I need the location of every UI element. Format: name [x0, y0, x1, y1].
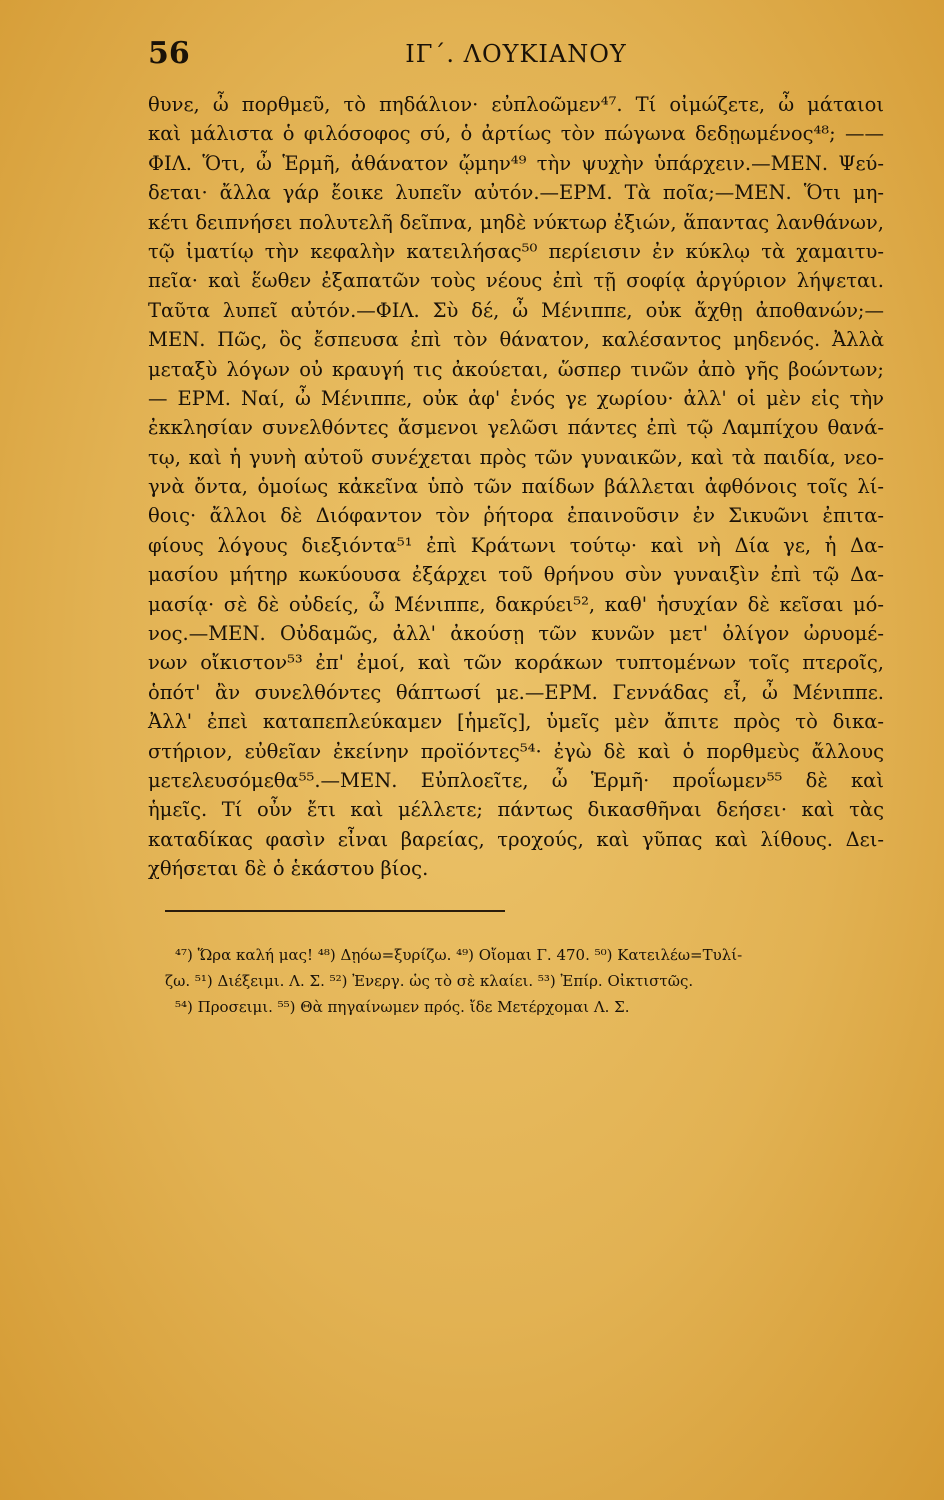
footnote-line: ⁴⁷) Ὥρα καλή μας! ⁴⁸) Δῃόω=ξυρίζω. ⁴⁹) Οἴομαι Γ. 470. ⁵⁰) Κατειλέω=Τυλί- — [175, 946, 743, 964]
text-line: τῳ, καὶ ἡ γυνὴ αὐτοῦ συνέχεται πρὸς τῶν γυναικῶν, καὶ τὰ παιδία, νεο- — [148, 445, 884, 469]
text-line: τῷ ἱματίῳ τὴν κεφαλὴν κατειλήσας⁵⁰ περίεισιν ἐν κύκλῳ τὰ χαμαιτυ- — [148, 239, 884, 263]
text-line: θοις· ἄλλοι δὲ Διόφαντον τὸν ῥήτορα ἐπαινοῦσιν ἐν Σικυῶνι ἐπιτα- — [148, 504, 884, 528]
text-line: θυνε, ὦ πορθμεῦ, τὸ πηδάλιον· εὐπλοῶμεν⁴⁷. Τί οἰμώζετε, ὦ μάταιοι — [148, 93, 884, 116]
text-line: γνὰ ὄντα, ὁμοίως κἀκεῖνα ὑπὸ τῶν παίδων βάλλεται ἀφθόνοις τοῖς λί- — [148, 475, 884, 499]
text-line: μετελευσόμεθα⁵⁵.—ΜΕΝ. Εὐπλοεῖτε, ὦ Ἑρμῆ· προΐωμεν⁵⁵ δὲ καὶ — [148, 768, 884, 792]
text-line: ἡμεῖς. Τί οὖν ἔτι καὶ μέλλετε; πάντως δικασθῆναι δεήσει· καὶ τὰς — [148, 798, 884, 822]
text-line: πεῖα· καὶ ἕωθεν ἐξαπατῶν τοὺς νέους ἐπὶ τῇ σοφίᾳ ἀργύριον λήψεται. — [148, 269, 884, 293]
text-line: νος.—ΜΕΝ. Οὐδαμῶς, ἀλλ' ἀκούσῃ τῶν κυνῶν μετ' ὀλίγον ὠρυομέ- — [148, 622, 884, 646]
text-line: μασίου μήτηρ κωκύουσα ἐξάρχει τοῦ θρήνου σὺν γυναιξὶν ἐπὶ τῷ Δα- — [148, 563, 884, 587]
footnote-line: ζω. ⁵¹) Διέξειμι. Λ. Σ. ⁵²) Ἐνεργ. ὡς τὸ σὲ κλαίει. ⁵³) Ἐπίρ. Οἰκτιστῶς. — [165, 972, 694, 990]
text-line: δεται· ἄλλα γάρ ἔοικε λυπεῖν αὐτόν.—ΕΡΜ. Τὰ ποῖα;—ΜΕΝ. Ὅτι μη- — [148, 181, 884, 205]
text-line: φίους λόγους διεξιόντα⁵¹ ἐπὶ Κράτωνι τούτῳ· καὶ νὴ Δία γε, ἡ Δα- — [148, 533, 884, 557]
text-line: ἐκκλησίαν συνελθόντες ἄσμενοι γελῶσι πάντες ἐπὶ τῷ Λαμπίχου θανά- — [148, 416, 884, 440]
text-line: νων οἴκιστον⁵³ ἐπ' ἐμοί, καὶ τῶν κοράκων τυπτομένων τοῖς πτεροῖς, — [148, 651, 884, 675]
text-line: καταδίκας φασὶν εἶναι βαρείας, τροχούς, καὶ γῦπας καὶ λίθους. Δει- — [148, 827, 884, 851]
text-line: χθήσεται δὲ ὁ ἑκάστου βίος. — [148, 857, 429, 881]
footnote-line: ⁵⁴) Προσειμι. ⁵⁵) Θὰ πηγαίνωμεν πρός. ἴδε Μετέρχομαι Λ. Σ. — [175, 998, 630, 1016]
text-line: Ταῦτα λυπεῖ αὐτόν.—ΦΙΛ. Σὺ δέ, ὦ Μένιππε, οὐκ ἄχθῃ ἀποθανών;— — [148, 298, 884, 322]
text-line: — ΕΡΜ. Ναί, ὦ Μένιππε, οὐκ ἀφ' ἑνός γε χωρίου· ἀλλ' οἱ μὲν εἰς τὴν — [148, 386, 884, 410]
text-line: ΦΙΛ. Ὅτι, ὦ Ἑρμῆ, ἀθάνατον ᾤμην⁴⁹ τὴν ψυχὴν ὑπάρχειν.—ΜΕΝ. Ψεύ- — [148, 151, 884, 175]
text-line: στήριον, εὐθεῖαν ἐκείνην προϊόντες⁵⁴· ἐγὼ δὲ καὶ ὁ πορθμεὺς ἄλλους — [148, 739, 884, 763]
text-line: μασίᾳ· σὲ δὲ οὐδείς, ὦ Μένιππε, δακρύει⁵², καθ' ἡσυχίαν δὲ κεῖσαι μό- — [148, 592, 884, 616]
text-line: κέτι δειπνήσει πολυτελῆ δεῖπνα, μηδὲ νύκτωρ ἐξιών, ἅπαντας λανθάνων, — [148, 210, 884, 234]
footnote-divider — [165, 910, 505, 912]
main-text — [148, 90, 884, 884]
page-header — [148, 36, 884, 76]
text-line: ὁπότ' ἂν συνελθόντες θάπτωσί με.—ΕΡΜ. Γεννάδας εἶ, ὦ Μένιππε. — [148, 680, 884, 704]
text-line: ΜΕΝ. Πῶς, ὃς ἔσπευσα ἐπὶ τὸν θάνατον, καλέσαντος μηδενός. Ἀλλὰ — [148, 328, 884, 352]
text-line: μεταξὺ λόγων οὐ κραυγή τις ἀκούεται, ὥσπερ τινῶν ἀπὸ γῆς βοώντων; — [148, 357, 884, 381]
footnotes — [165, 942, 885, 1020]
running-title: ΙΓ΄. ΛΟΥΚΙΑΝΟΥ — [405, 40, 627, 68]
text-line: Ἀλλ' ἐπεὶ καταπεπλεύκαμεν [ἡμεῖς], ὑμεῖς μὲν ἄπιτε πρὸς τὸ δικα- — [148, 710, 884, 734]
text-line: καὶ μάλιστα ὁ φιλόσοφος σύ, ὁ ἀρτίως τὸν πώγωνα δεδῃωμένος⁴⁸; —— — [148, 122, 884, 146]
page-number: 56 — [148, 36, 190, 71]
